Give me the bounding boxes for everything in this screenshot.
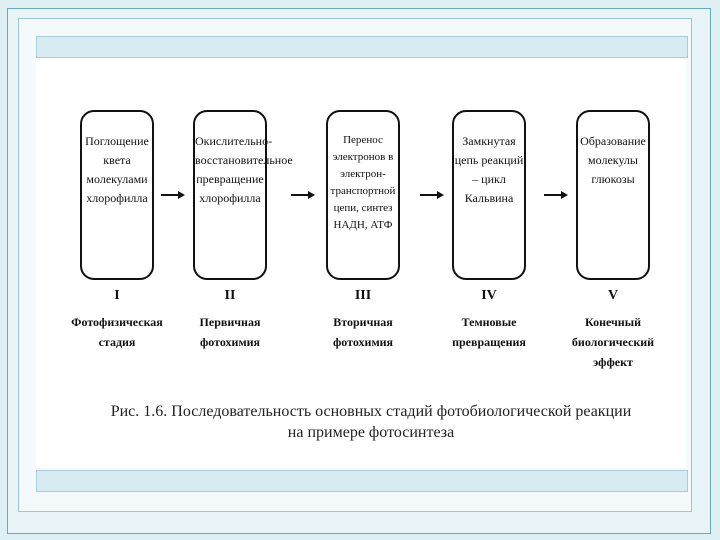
- slide-content: [36, 58, 686, 468]
- stage-box-3: [326, 110, 400, 280]
- arrow-icon-1-2: [160, 190, 186, 200]
- arrow-icon-3-4: [419, 190, 445, 200]
- stage-box-1-text: Поглощение квета молекулами хлорофилла: [85, 134, 149, 205]
- slide-top-band: [36, 36, 688, 58]
- stage-numeral-5: V: [607, 288, 619, 303]
- figure-caption: Рис. 1.6. Последовательность основных стадий фотобиологической реакции на примере фотосинтеза: [110, 403, 632, 441]
- stage-box-2-text: Окислительно- восстановительное превращение хлорофилла: [195, 134, 293, 205]
- stage-name-2: Первичная фотохимия: [199, 315, 261, 349]
- stage-numeral-4: IV: [481, 288, 497, 303]
- stage-name-3: Вторичная фотохимия: [332, 315, 394, 349]
- stage-name-5: Конечный биологический эффект: [571, 315, 655, 369]
- stage-box-4: [452, 110, 526, 280]
- stage-name-1: Фотофизическая стадия: [71, 315, 163, 349]
- stage-numeral-1: I: [114, 288, 120, 303]
- stage-box-3-text: Перенос электронов в электрон- транспортной цепи, синтез НАДН, АТФ: [330, 134, 396, 231]
- stage-box-1: [80, 110, 154, 280]
- slide-bottom-band: [36, 470, 688, 492]
- arrow-icon-4-5: [543, 190, 569, 200]
- stage-name-4: Темновые превращения: [452, 315, 526, 349]
- stage-numeral-2: II: [224, 288, 236, 303]
- stage-box-2: [193, 110, 293, 280]
- stage-numeral-3: III: [354, 288, 372, 303]
- stage-box-5: [576, 110, 650, 280]
- arrow-icon-2-3: [290, 190, 316, 200]
- stage-box-5-text: Образование молекулы глюкозы: [580, 134, 646, 186]
- stage-box-4-text: Замкнутая цепь реакций – цикл Кальвина: [454, 134, 524, 205]
